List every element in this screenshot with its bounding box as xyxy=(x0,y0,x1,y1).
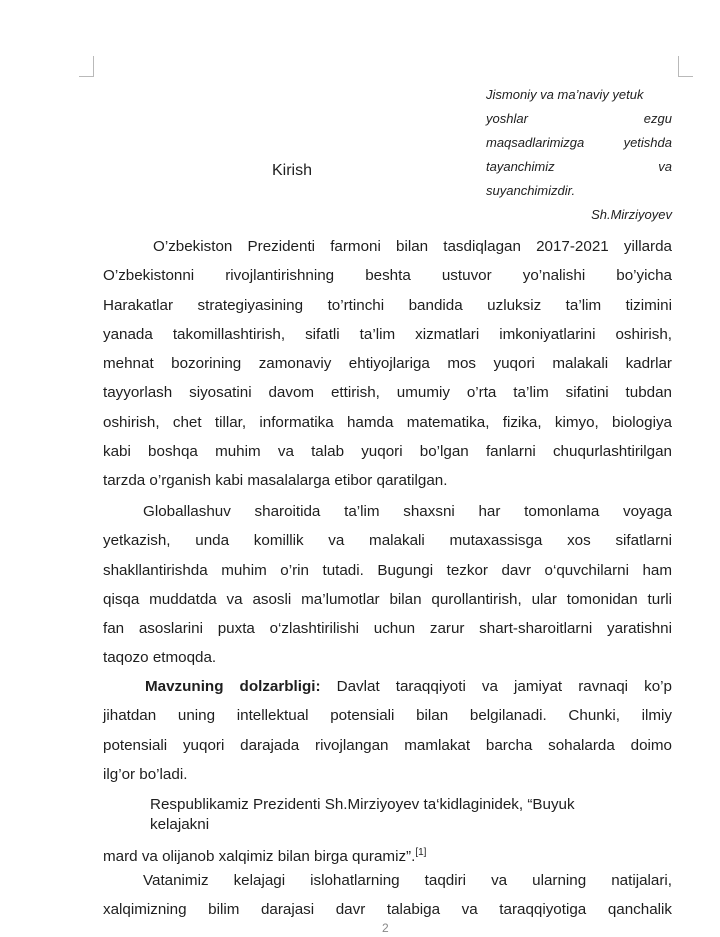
paragraph-relevance xyxy=(103,672,672,789)
paragraph-intro xyxy=(103,232,672,496)
text-line: xalqimizning bilim darajasi davr talabiga va taraqqiyotiga qanchalik xyxy=(103,901,672,919)
text-line: yetkazish, unda komillik va malakali mutaxassisga xos sifatlarni xyxy=(103,532,672,550)
text-line: tayyorlash siyosatini davom ettirish, umumiy o’rta ta’lim sifatini tubdan xyxy=(103,384,672,402)
epigraph xyxy=(486,83,672,227)
text-fragment: Davlat taraqqiyoti va jamiyat ravnaqi ko’p xyxy=(320,678,672,695)
text-line: shakllantirishda muhim o’rin tutadi. Bugungi tezkor davr o‘quvchilarni ham xyxy=(103,561,672,579)
epigraph-line: suyanchimizdir. xyxy=(486,183,576,198)
paragraph-last xyxy=(103,866,672,925)
page-corner-mark-right xyxy=(678,56,693,77)
text-line: Harakatlar strategiyasining to’rtinchi bandida uzluksiz ta’lim tizimini xyxy=(103,296,672,314)
text-line: mehnat bozorining zamonaviy ehtiyojlariga mos yuqori malakali kadrlar xyxy=(103,355,672,373)
epigraph-line: maqsadlarimizga yetishda xyxy=(486,135,672,150)
text-line: kabi boshqa muhim va talab yuqori bo’lgan fanlarni chuqurlashtirilgan xyxy=(103,443,672,461)
text-line: Globallashuv sharoitida ta’lim shaxsni har tomonlama voyaga xyxy=(143,503,672,520)
text-line: jihatdan uning intellektual potensiali bilan belgilanadi. Chunki, ilmiy xyxy=(103,707,672,725)
text-line: oshirish, chet tillar, informatika hamda matematika, fizika, kimyo, biologiya xyxy=(103,413,672,431)
page-number: 2 xyxy=(382,921,389,935)
text-line: taqozo etmoqda. xyxy=(103,649,217,667)
text-line: tarzda o’rganish kabi masalalarga etibor qaratilgan. xyxy=(103,472,448,490)
text-line: Vatanimiz kelajagi islohatlarning taqdiri va ularning natijalari, xyxy=(143,872,672,889)
text-line: O’zbekiston Prezidenti farmoni bilan tasdiqlagan 2017-2021 yillarda xyxy=(153,238,672,255)
text-line: ilg’or bo’ladi. xyxy=(103,765,188,783)
text-line: yanada takomillashtirish, sifatli ta’lim xizmatlari imkoniyatlarini oshirish, xyxy=(103,325,672,343)
text-line: fan asoslarini puxta o‘zlashtirilishi uchun zarur shart-sharoitlarni yaratishni xyxy=(103,620,672,638)
text-line xyxy=(103,672,672,701)
relevance-lead: Mavzuning dolzarbligi: xyxy=(145,678,321,695)
quote-line: kelajakni xyxy=(150,816,210,833)
quote-block xyxy=(150,795,650,835)
footnote-ref[interactable]: [1] xyxy=(415,847,427,858)
quote-end-text: mard va olijanob xalqimiz bilan birga quramiz”. xyxy=(103,848,416,865)
section-heading: Kirish xyxy=(272,162,313,179)
text-line: potensiali yuqori darajada rivojlangan mamlakat barcha sohalarda doimo xyxy=(103,736,672,754)
epigraph-line: yoshlar ezgu xyxy=(486,111,672,126)
epigraph-line: tayanchimiz va xyxy=(486,159,672,174)
text-line: qisqa muddatda va asosli ma’lumotlar bilan qurollantirish, ular tomonidan turli xyxy=(103,590,672,608)
paragraph-globalization xyxy=(103,497,672,673)
text-line: O’zbekistonni rivojlantirishning beshta ustuvor yo’nalishi bo’yicha xyxy=(103,267,672,285)
quote-line: Respublikamiz Prezidenti Sh.Mirziyoyev ta‘kidlaginidek, “Buyuk xyxy=(150,796,575,813)
page-corner-mark-left xyxy=(79,56,94,77)
epigraph-author: Sh.Mirziyoyev xyxy=(591,207,672,222)
epigraph-line: Jismoniy va ma’naviy yetuk xyxy=(486,87,644,102)
